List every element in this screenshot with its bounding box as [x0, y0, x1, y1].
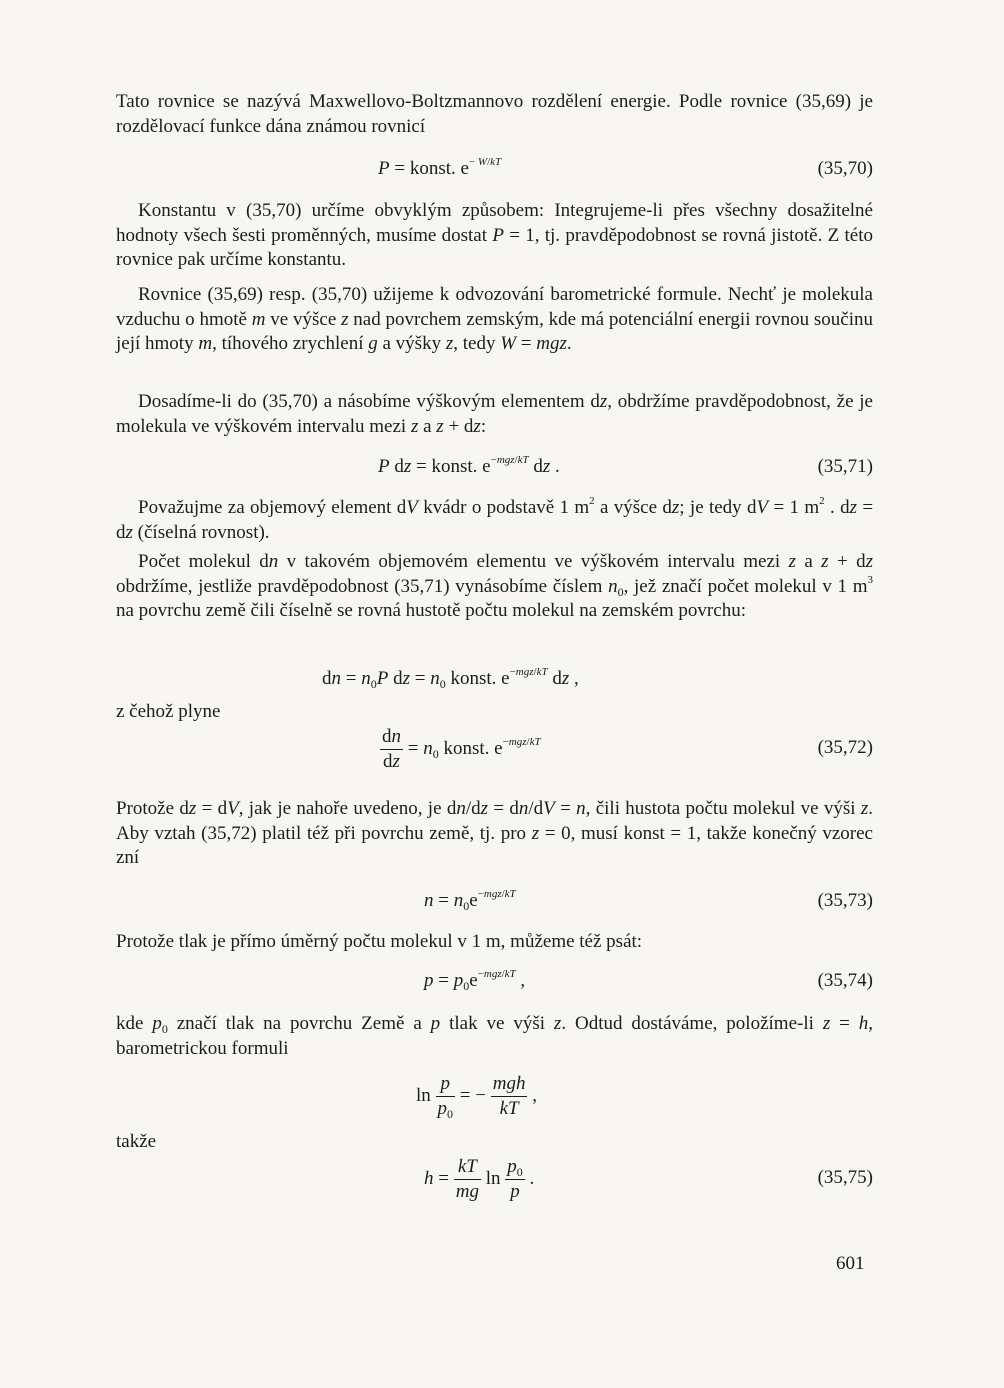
paragraph-11: takže [116, 1131, 157, 1152]
equation-body: dn = $n_0P$ dz = $n_0$ konst. $e^{-mgz/kT}$ dz , [322, 666, 579, 691]
equation-35-71 [116, 456, 873, 496]
paragraph-4: Dosadíme-li do (35,70) a násobíme výškovým elementem dz, obdržíme pravděpodobnost, že je molekula ve výškovém intervalu mezi z a z + dz: [116, 391, 873, 437]
equation-35-72 [116, 725, 873, 781]
equation-35-70 [116, 158, 873, 198]
paragraph-5: Považujme za objemový element dV kvádr o podstavě 1 $m^2$ a výšce dz; je tedy dV = 1 $m^2$ . dz = dz (číselná rovnost). [116, 495, 874, 543]
equation-body: $\frac{dn}{dz}$ = $n_0$ konst. $e^{-mgz/kT}$ [382, 726, 541, 772]
page-number: 601 [836, 1253, 865, 1274]
equation-number: (35,73) [817, 890, 873, 911]
equation-number: (35,74) [817, 970, 873, 991]
equation-body: $p = p_0e^{-mgz/kT}$ , [424, 968, 526, 993]
fraction-dn-dz: $\frac{dn}{dz}$ [382, 726, 401, 772]
equation-body: h = $\frac{kT}{mg}$ ln $\frac{p_0}{p}$ . [424, 1156, 535, 1202]
paragraph-10: kde $p_0$ značí tlak na povrchu Země a p tlak ve výši z. Odtud dostáváme, položíme-li z = h, barometrickou formuli [116, 1013, 874, 1059]
equation-number: (35,75) [817, 1167, 873, 1188]
fraction-mgh-kT: $\frac{\text{mgh}}{kT}$ [492, 1073, 526, 1119]
equation-number: (35,71) [817, 456, 873, 477]
equation-35-75 [116, 1155, 873, 1211]
paragraph-8: Protože dz = dV, jak je nahoře uvedeno, je dn/dz = dn/dV = n, čili hustota počtu molekul ve výši z. Aby vztah (35,72) platil též při povrchu země, tj. pro z = 0, musí konst = 1, takže konečný vzorec zní [116, 798, 874, 868]
equation-body: P dz = konst. $e^{-mgz/kT}$ dz . [378, 454, 560, 477]
fraction-p-p0: $\frac{p}{p_0}$ [437, 1073, 454, 1121]
paragraph-7: z čehož plyne [116, 701, 221, 722]
paragraph-1: Tato rovnice se nazývá Maxwellovo-Boltzmannovo rozdělení energie. Podle rovnice (35,69) je rozdělovací funkce dána známou rovnicí [116, 91, 873, 137]
equation-number: (35,70) [817, 158, 873, 179]
fraction-kT-mg: $\frac{kT}{mg}$ [455, 1156, 479, 1202]
equation-ln [116, 1072, 873, 1128]
equation-number: (35,72) [817, 737, 873, 758]
paragraph-3: Rovnice (35,69) resp. (35,70) užijeme k odvozování barometrické formule. Nechť je molekula vzduchu o hmotě m ve výšce z nad povrchem zemským, kde má potenciální energii rovnou součinu její hmoty m, tíhového zrychlení g a výšky z, tedy W = mgz. [116, 284, 873, 354]
equation-body: ln $\frac{p}{p_0}$ = − $\frac{\text{mgh}}{kT}$ , [416, 1073, 537, 1121]
fraction-p0-p: $\frac{p_0}{p}$ [507, 1156, 523, 1202]
paragraph-9: Protože tlak je přímo úměrný počtu molekul v 1 m, můžeme též psát: [116, 931, 643, 952]
equation-35-74 [116, 970, 873, 1010]
equation-35-73 [116, 890, 873, 930]
equation-body: $n = n_0e^{-mgz/kT}$ [424, 888, 516, 913]
paragraph-6: Počet molekul dn v takovém objemovém elementu ve výškovém intervalu mezi z a z + dz obdržíme, jestliže pravděpodobnost (35,71) vynásobíme číslem $n_0$, jež značí počet molekul v 1 $m^3$ na povrchu země čili číselně se rovná hustotě počtu molekul na zemském povrchu: [116, 551, 873, 621]
equation-body: P = konst. $e^{- W/kT}$ [378, 156, 502, 179]
paragraph-2: Konstantu v (35,70) určíme obvyklým způsobem: Integrujeme-li přes všechny dosažitelné hodnoty všech šesti proměnných, musíme dostat P = 1, tj. pravděpodobnost se rovná jistotě. Z této rovnice pak určíme konstantu. [116, 200, 874, 270]
